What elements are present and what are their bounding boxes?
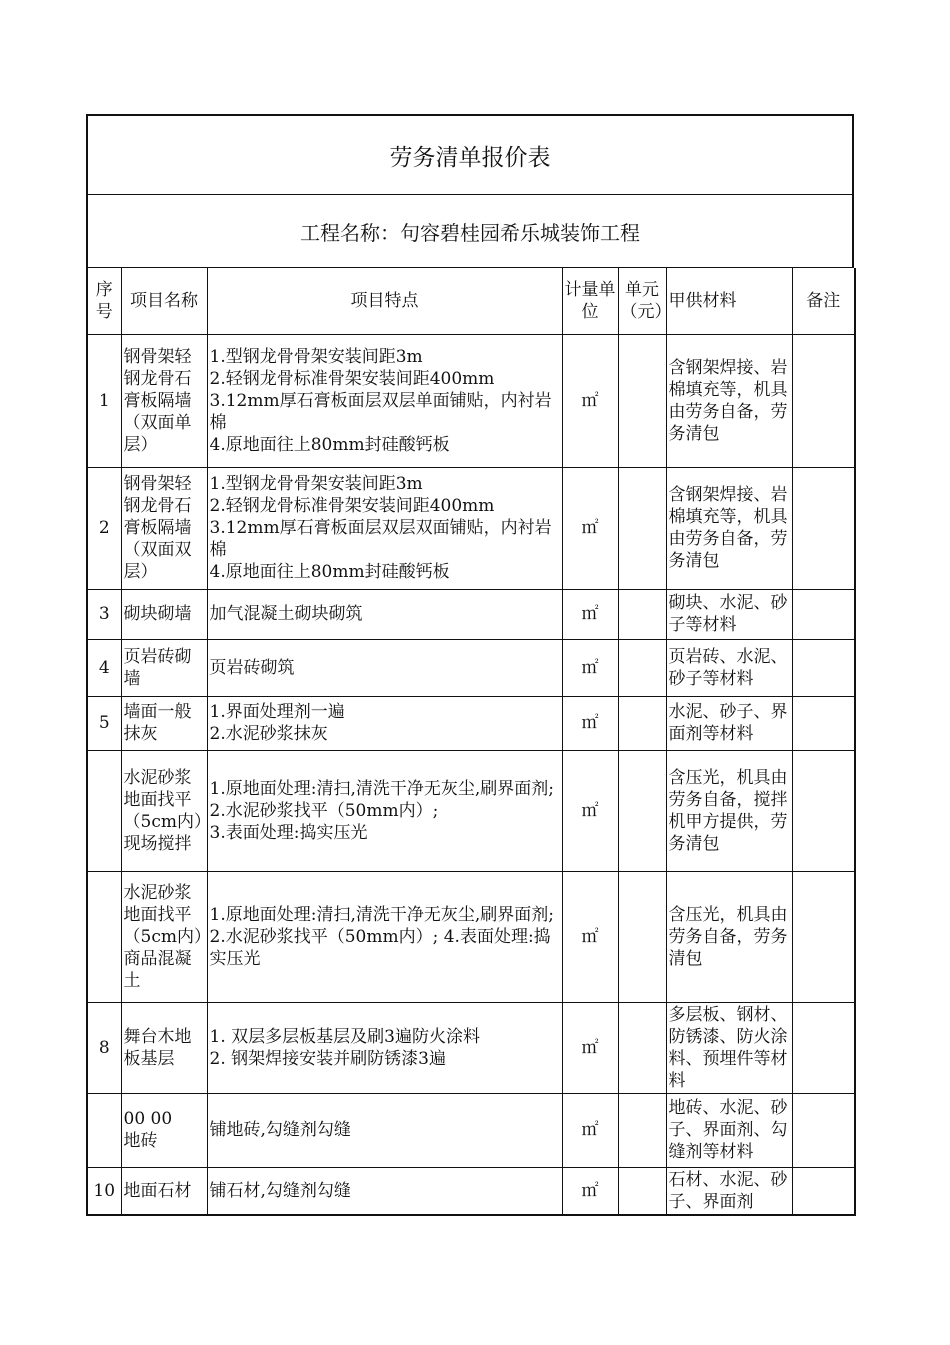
- row-name: 钢骨架轻钢龙骨石膏板隔墙（双面双层）: [121, 467, 207, 589]
- table-row: [87, 639, 855, 696]
- row-remarks: [792, 467, 855, 589]
- row-features: 1.原地面处理:清扫,清洗干净无灰尘,刷界面剂; 2.水泥砂浆找平（50mm内）; 4.表面处理:捣实压光: [207, 871, 562, 1002]
- table-row: [87, 696, 855, 750]
- header-name: 项目名称: [121, 268, 207, 334]
- row-materials: 石材、水泥、砂子、界面剂: [666, 1167, 792, 1215]
- row-name: 砌块砌墙: [121, 589, 207, 639]
- row-price: [618, 639, 666, 696]
- row-unit: ㎡: [562, 696, 618, 750]
- row-remarks: [792, 871, 855, 1002]
- row-price: [618, 871, 666, 1002]
- quotation-sheet: [86, 114, 854, 1216]
- header-materials: 甲供材料: [666, 268, 792, 334]
- row-materials: 页岩砖、水泥、砂子等材料: [666, 639, 792, 696]
- row-remarks: [792, 750, 855, 871]
- quotation-table: [86, 268, 856, 1216]
- table-row: [87, 589, 855, 639]
- row-name: 地面石材: [121, 1167, 207, 1215]
- row-unit: ㎡: [562, 467, 618, 589]
- row-no: [87, 1093, 121, 1167]
- row-remarks: [792, 589, 855, 639]
- row-name: 钢骨架轻钢龙骨石膏板隔墙（双面单层）: [121, 334, 207, 467]
- row-price: [618, 467, 666, 589]
- table-row: [87, 467, 855, 589]
- row-name: 页岩砖砌墙: [121, 639, 207, 696]
- row-features: 加气混凝土砌块砌筑: [207, 589, 562, 639]
- row-name: 水泥砂浆地面找平（5cm内）商品混凝土: [121, 871, 207, 1002]
- table-row: [87, 334, 855, 467]
- row-unit: ㎡: [562, 1002, 618, 1093]
- row-unit: ㎡: [562, 589, 618, 639]
- row-remarks: [792, 1093, 855, 1167]
- row-no: 2: [87, 467, 121, 589]
- project-name: 工程名称：句容碧桂园希乐城装饰工程: [86, 195, 854, 268]
- row-materials: 水泥、砂子、界面剂等材料: [666, 696, 792, 750]
- row-remarks: [792, 334, 855, 467]
- row-features: 铺地砖,勾缝剂勾缝: [207, 1093, 562, 1167]
- row-features: 铺石材,勾缝剂勾缝: [207, 1167, 562, 1215]
- row-no: 1: [87, 334, 121, 467]
- table-row: [87, 750, 855, 871]
- header-unit: 计量单位: [562, 268, 618, 334]
- row-unit: ㎡: [562, 1093, 618, 1167]
- row-no: 3: [87, 589, 121, 639]
- row-price: [618, 1002, 666, 1093]
- row-price: [618, 589, 666, 639]
- row-materials: 含钢架焊接、岩棉填充等，机具由劳务自备，劳务清包: [666, 467, 792, 589]
- row-price: [618, 334, 666, 467]
- row-no: [87, 750, 121, 871]
- table-row: [87, 871, 855, 1002]
- table-row: [87, 1167, 855, 1215]
- row-no: 10: [87, 1167, 121, 1215]
- row-materials: 含压光，机具由劳务自备，搅拌机甲方提供，劳务清包: [666, 750, 792, 871]
- row-unit: ㎡: [562, 639, 618, 696]
- row-price: [618, 1093, 666, 1167]
- row-materials: 含压光，机具由劳务自备，劳务清包: [666, 871, 792, 1002]
- table-row: [87, 1002, 855, 1093]
- row-unit: ㎡: [562, 750, 618, 871]
- row-unit: ㎡: [562, 871, 618, 1002]
- row-features: 1.型钢龙骨骨架安装间距3m 2.轻钢龙骨标准骨架安装间距400mm 3.12mm厚石膏板面层双层双面铺贴，内衬岩棉 4.原地面往上80mm封硅酸钙板: [207, 467, 562, 589]
- row-remarks: [792, 696, 855, 750]
- row-features: 页岩砖砌筑: [207, 639, 562, 696]
- row-name: 墙面一般抹灰: [121, 696, 207, 750]
- row-materials: 地砖、水泥、砂子、界面剂、勾缝剂等材料: [666, 1093, 792, 1167]
- row-features: 1.原地面处理:清扫,清洗干净无灰尘,刷界面剂; 2.水泥砂浆找平（50mm内）; 3.表面处理:捣实压光: [207, 750, 562, 871]
- row-features: 1.型钢龙骨骨架安装间距3m 2.轻钢龙骨标准骨架安装间距400mm 3.12mm厚石膏板面层双层单面铺贴，内衬岩棉 4.原地面往上80mm封硅酸钙板: [207, 334, 562, 467]
- row-remarks: [792, 639, 855, 696]
- row-name: 舞台木地板基层: [121, 1002, 207, 1093]
- row-price: [618, 696, 666, 750]
- row-materials: 多层板、钢材、防锈漆、防火涂料、预埋件等材料: [666, 1002, 792, 1093]
- row-price: [618, 1167, 666, 1215]
- row-no: 5: [87, 696, 121, 750]
- row-no: 8: [87, 1002, 121, 1093]
- header-row: [87, 268, 855, 334]
- row-materials: 含钢架焊接、岩棉填充等，机具由劳务自备，劳务清包: [666, 334, 792, 467]
- sheet-title: 劳务清单报价表: [86, 114, 854, 195]
- header-no: 序号: [87, 268, 121, 334]
- row-unit: ㎡: [562, 1167, 618, 1215]
- header-price: 单元（元）: [618, 268, 666, 334]
- row-no: [87, 871, 121, 1002]
- row-name: 00 00 地砖: [121, 1093, 207, 1167]
- row-features: 1.界面处理剂一遍 2.水泥砂浆抹灰: [207, 696, 562, 750]
- row-remarks: [792, 1002, 855, 1093]
- row-materials: 砌块、水泥、砂子等材料: [666, 589, 792, 639]
- row-unit: ㎡: [562, 334, 618, 467]
- table-row: [87, 1093, 855, 1167]
- row-name: 水泥砂浆地面找平（5cm内）现场搅拌: [121, 750, 207, 871]
- row-price: [618, 750, 666, 871]
- header-remarks: 备注: [792, 268, 855, 334]
- row-features: 1. 双层多层板基层及刷3遍防火涂料 2. 钢架焊接安装并刷防锈漆3遍: [207, 1002, 562, 1093]
- row-remarks: [792, 1167, 855, 1215]
- header-features: 项目特点: [207, 268, 562, 334]
- row-no: 4: [87, 639, 121, 696]
